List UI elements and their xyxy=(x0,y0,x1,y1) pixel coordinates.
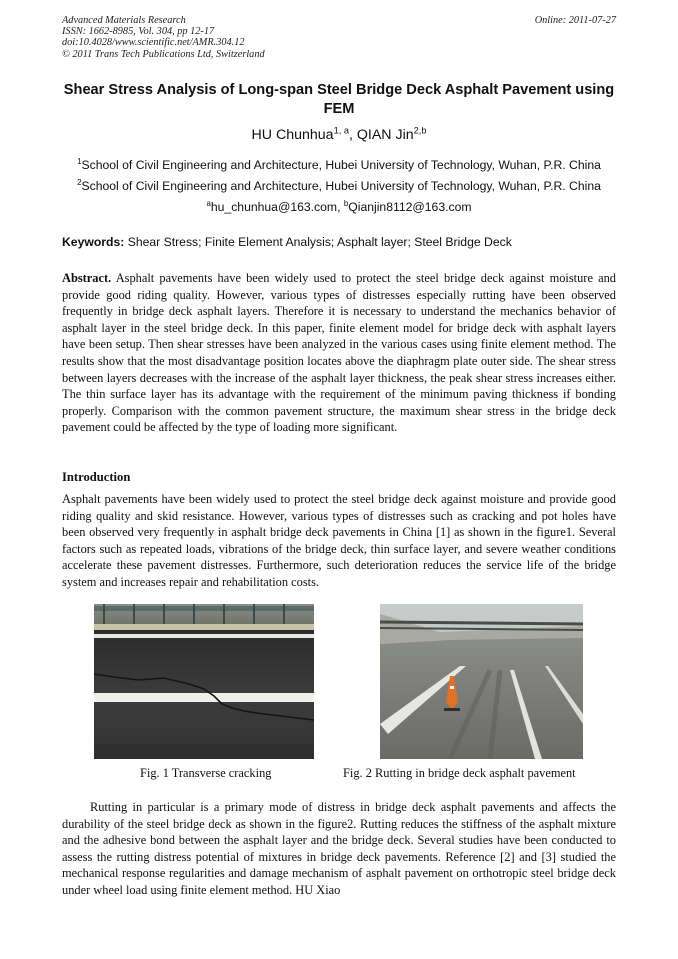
abstract xyxy=(62,270,616,436)
abstract-text: Asphalt pavements have been widely used to protect the steel bridge deck against moisture and provide good riding quality. However, various types of distresses especially rutting have been observed frequently in bridge deck asphalt layers. Therefore it is necessary to understand the mechanics behavior of asphalt layer in the steel bridge deck. In this paper, finite element model for bridge deck with asphalt layers have been setup. Then shear stresses have been analyzed in the various cases using finite element method. The results show that the most disadvantage position locates above the diaphragm plate outer side. The shear stress between layers decreases with the increase of the asphalt layer thickness, the peak shear stress increases either. The thin surface layer has its advantage with the requirement of the minimum paving thickness if bonding properly. Comparison with the common pavement structure, the maximum shear stress in the bridge deck pavement could be affected by the type of loading more significant. xyxy=(62,271,616,435)
author-2-sup: 2,b xyxy=(413,125,427,136)
figure-1-photo xyxy=(94,604,314,759)
author-line xyxy=(62,127,616,143)
author-2-name: QIAN Jin xyxy=(356,127,414,143)
paper-title: Shear Stress Analysis of Long-span Steel Bridge Deck Asphalt Pavement using FEM xyxy=(63,82,615,117)
keywords-text: Shear Stress; Finite Element Analysis; Asphalt layer; Steel Bridge Deck xyxy=(124,235,512,249)
email-b-sup: b xyxy=(343,198,349,208)
introduction-heading: Introduction xyxy=(62,470,131,484)
doi-line[interactable]: doi:10.4028/www.scientific.net/AMR.304.12 xyxy=(62,37,245,49)
author-1-sup: 1, a xyxy=(333,125,349,136)
copyright-line: © 2011 Trans Tech Publications Ltd, Switzerland xyxy=(62,48,265,60)
introduction-paragraph-1: Asphalt pavements have been widely used to protect the steel bridge deck against moisture and provide good riding quality and skid resistance. However, various types of distresses such as cracking and pot holes have been observed very frequently in asphalt bridge deck pavements in China [1] as shown in the figure1. Several factors such as repeated loads, vibrations of the bridge deck, thin surface layer, and severe weather conditions accelerate these pavement distresses. Furthermore, such deterioration reduces the service life of the bridge system and increases repair and rehabilitation costs. xyxy=(62,492,616,589)
email-a[interactable]: hu_chunhua@163.com, xyxy=(210,200,344,214)
introduction-paragraph-2: Rutting in particular is a primary mode of distress in bridge deck asphalt pavements and affects the durability of the steel bridge deck as shown in the figure2. Rutting reduces the stiffness of the asphalt mixture and the adhesive bond between the asphalt layer and the bridge deck. Several studies have been conducted to assess the rutting distress potential of mixtures in bridge deck pavements. Reference [2] and [3] studied the mechanical response regularities and damage mechanism of asphalt pavement on orthotropic steel bridge deck under wheel load using finite element method. HU Xiao xyxy=(62,800,616,897)
affiliation-1 xyxy=(62,158,616,172)
affiliation-2-text: School of Civil Engineering and Architecture, Hubei University of Technology, Wuhan, P.R. China xyxy=(81,179,601,193)
figure-1-caption: Fig. 1 Transverse cracking xyxy=(140,766,272,780)
figure-2-photo xyxy=(380,604,583,759)
email-b[interactable]: Qianjin8112@163.com xyxy=(348,200,472,214)
online-date: Online: 2011-07-27 xyxy=(534,15,616,26)
affiliation-1-sup: 1 xyxy=(77,156,82,166)
email-line xyxy=(62,200,616,214)
journal-name: Advanced Materials Research xyxy=(62,15,186,26)
affiliation-1-text: School of Civil Engineering and Architecture, Hubei University of Technology, Wuhan, P.R. China xyxy=(81,158,601,172)
keywords-label: Keywords: xyxy=(62,235,125,249)
affiliation-2 xyxy=(62,179,616,193)
rutting-road-photo xyxy=(380,604,583,759)
keywords xyxy=(62,235,616,249)
author-separator: , xyxy=(348,127,357,143)
journal-header xyxy=(62,15,265,60)
author-1-name: HU Chunhua xyxy=(251,127,334,143)
figure-2-caption: Fig. 2 Rutting in bridge deck asphalt pavement xyxy=(343,766,576,780)
abstract-label: Abstract. xyxy=(62,271,112,285)
affiliation-2-sup: 2 xyxy=(77,177,82,187)
issn-line: ISSN: 1662-8985, Vol. 304, pp 12-17 xyxy=(62,26,215,38)
email-a-sup: a xyxy=(206,198,211,208)
transverse-crack-photo xyxy=(94,604,314,759)
